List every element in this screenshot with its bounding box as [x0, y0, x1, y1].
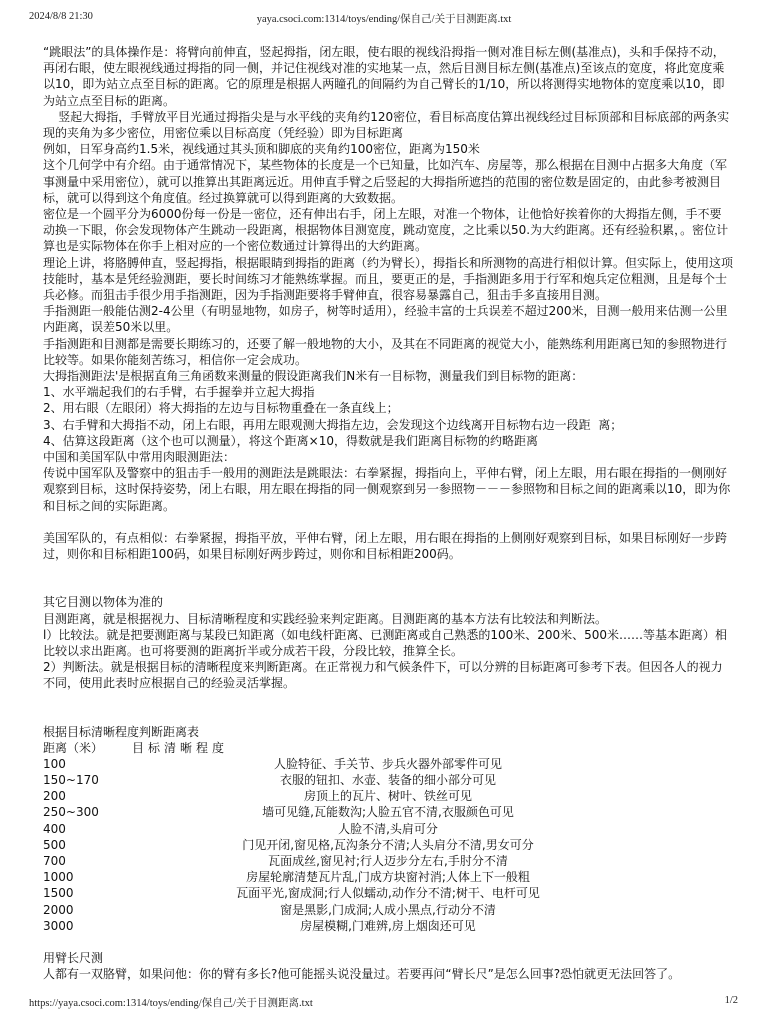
table-cell-description: 门见开闭,窗见格,瓦沟条分不清;人头肩分不清,男女可分: [242, 837, 534, 852]
paragraph: 目测距离，就是根据视力、目标清晰程度和实践经验来判定距离。目测距离的基本方法有比较法和判断法。: [43, 611, 608, 626]
table-cell-description: 衣服的钮扣、水壶、装备的细小部分可见: [279, 773, 496, 788]
section-us-army-method: [43, 530, 733, 562]
header-url: yaya.csoci.com:1314/toys/ending/保自己/关于目测距离.txt: [256, 14, 512, 25]
distance-clarity-table: [43, 724, 733, 934]
paragraph: 2）判断法。就是根据目标的清晰程度来判断距离。在正常视力和气候条件下，可以分辨的目标距离可参考下表。但因各人的视力不同，使用此表时应根据自己的经验灵活掌握。: [43, 660, 723, 691]
table-row: [43, 885, 733, 901]
table-cell-description: 房顶上的瓦片、树叶、铁丝可见: [303, 789, 472, 804]
table-row: [43, 853, 733, 869]
table-header-distance: 距离（米）: [43, 740, 104, 755]
paragraph: 竖起大拇指，手臂放平目光通过拇指尖是与水平线的夹角约120密位，看目标高度估算出视线经过目标顶部和目标底部的两条实现的夹角为多少密位，用密位乘以目标高度（凭经验）即为目标距离: [43, 109, 730, 141]
table-cell-description: 窗是黑影,门成洞;人成小黑点,行动分不清: [280, 902, 496, 917]
paragraph: 传说中国军队及警察中的狙击手一般用的测距法是跳眼法：右拳紧握，拇指向上，平伸右臂，闭上左眼，用右眼在拇指的一侧刚好观察到目标，这时保持姿势，闭上右眼，用左眼在拇指的同一侧观察到另一参照物－－－参照物和目标之间的距离乘以10，即为你和目标之间的实际距离。: [43, 466, 731, 513]
table-cell-distance: 100: [43, 756, 66, 771]
table-cell-description: 人脸特征、手关节、步兵火器外部零件可见: [273, 756, 502, 771]
table-cell-distance: 1500: [43, 886, 74, 901]
table-cell-description: 房屋轮廓清楚瓦片乱,门成方块窗衬消;人体上下一般粗: [246, 870, 530, 885]
section-arm-length-ruler: [43, 950, 733, 982]
footer-url: https://yaya.csoci.com:1314/toys/ending/保自己/关于目测距离.txt: [29, 998, 313, 1009]
paragraph: 1、水平端起我们的右手臂，右手握拳并立起大拇指: [43, 385, 315, 400]
table-cell-distance: 700: [43, 854, 66, 869]
paragraph: 理论上讲，将胳膊伸直，竖起拇指，根据眼睛到拇指的距离（约为臂长），拇指长和所测物的高进行相似计算。但实际上，使用这项技能时，基本是凭经验测距，要长时间练习才能熟练掌握。而且，要更正的是，手指测距多用于行军和炮兵定位粗测，且是每个士兵必修。而狙击手很少用手指测距，因为手指测距要将手臂伸直，很容易暴露自己，狙击手多直接用目测。: [43, 255, 734, 303]
spacer: [43, 514, 733, 530]
table-row: [43, 804, 733, 820]
table-cell-distance: 500: [43, 837, 66, 852]
spacer: [43, 934, 733, 950]
paragraph: 人都有一双胳臂，如果问他：你的臂有多长?他可能摇头说没量过。若要再问“臂长尺”是怎么回事?恐怕就更无法回答了。: [43, 967, 681, 982]
table-cell-description: 瓦面成丝,窗见衬;行人迈步分左右,手肘分不清: [268, 854, 508, 869]
table-cell-description: 瓦面平光,窗成洞;行人似蠕动,动作分不清;树干、电杆可见: [236, 886, 540, 901]
paragraph: 其它目测以物体为准的: [43, 595, 164, 610]
paragraph: 密位是一个圆平分为6000份每一份是一密位，还有伸出右手，闭上左眼，对准一个物体，让他恰好挨着你的大拇指左侧，手不要动换一下眼，你会发现物体产生跳动一段距离，根据物体目测宽度，跳动宽度，之比乘以50.为大约距离。还有经验积累，。密位计算也是实际物体在你手上相对应的一个密位数通过计算得出的大约距离。: [43, 207, 729, 254]
section-jump-eye-method: [43, 44, 733, 514]
paragraph: 2、用右眼（左眼闭）将大拇指的左边与目标物重叠在一条直线上；: [43, 401, 399, 416]
table-cell-distance: 150~170: [43, 773, 99, 788]
header-datetime: 2024/8/8 21:30: [29, 11, 93, 22]
table-row: [43, 902, 733, 918]
paragraph: 大拇指测距法'是根据直角三角函数来测量的假设距离我们N米有一目标物，测量我们到目标物的距离：: [43, 369, 584, 384]
table-cell-description: 墙可见缝,瓦能数沟;人脸五官不清,衣服颜色可见: [262, 805, 514, 820]
table-cell-description: 人脸不清,头肩可分: [338, 821, 438, 836]
table-row: [43, 772, 733, 788]
spacer: [43, 692, 733, 724]
table-header: [43, 740, 733, 756]
table-row: [43, 756, 733, 772]
table-rows: [43, 756, 733, 934]
table-row: [43, 837, 733, 853]
document-body: [43, 44, 733, 982]
spacer: [43, 562, 733, 594]
paragraph: “跳眼法”的具体操作是：将臂向前伸直，竖起拇指，闭左眼，使右眼的视线沿拇指一侧对准目标左侧(基准点)，头和手保持不动，再闭右眼，使左眼视线通过拇指的同一侧，并记住视线对准的实地某一点，然后目测目标左侧(基准点)至该点的宽度，将此宽度乘以10，即为站立点至目标的距离。它的原理是根据人两瞳孔的间隔约为自己臂长的1/10，所以将测得实地物体的宽度乘以10，即为站立点至目标的距离。: [43, 45, 725, 108]
table-row: [43, 869, 733, 885]
table-header-clarity: 目标清晰程度: [132, 740, 229, 755]
paragraph: 美国军队的，有点相似：右拳紧握，拇指平放，平伸右臂，闭上左眼，用右眼在拇指的上侧刚好观察到目标，如果目标刚好一步跨过，则你和目标相距100码，如果目标刚好两步跨过，则你和目标相距200码。: [43, 530, 728, 562]
paragraph: 用臂长尺测: [43, 950, 104, 965]
print-header: [0, 11, 768, 25]
table-cell-distance: 250~300: [43, 805, 99, 820]
paragraph: l）比较法。就是把要测距离与某段已知距离（如电线杆距离、已测距离或自己熟悉的100米、200米、500米……等基本距离）相比较以求出距离。也可将要测的距离折半或分成若干段，分段比较，推算全长。: [43, 627, 728, 658]
paragraph: 例如，日军身高约1.5米，视线通过其头顶和脚底的夹角约100密位，距离为150米: [43, 142, 480, 157]
table-cell-description: 房屋模糊,门难辨,房上烟囱还可见: [300, 918, 476, 933]
table-row: [43, 918, 733, 934]
table-row: [43, 788, 733, 804]
paragraph: 中国和美国军队中常用肉眼测距法：: [43, 450, 236, 465]
table-cell-distance: 200: [43, 789, 66, 804]
paragraph: 手指测距一般能估测2-4公里（有明显地物，如房子，树等时适用），经验丰富的士兵误差不超过200米，目测一般用来估测一公里内距离，误差50米以里。: [43, 304, 728, 335]
table-cell-distance: 2000: [43, 902, 74, 917]
paragraph: 4、估算这段距离（这个也可以测量），将这个距离×10，得数就是我们距离目标物的约略距离: [43, 433, 538, 448]
section-other-visual-methods: [43, 594, 733, 691]
table-cell-distance: 3000: [43, 918, 74, 933]
table-row: [43, 821, 733, 837]
table-cell-distance: 1000: [43, 870, 74, 885]
table-cell-distance: 400: [43, 821, 66, 836]
paragraph: 这个几何学中有介绍。由于通常情况下，某些物体的长度是一个已知量，比如汽车、房屋等，那么根据在目测中占据多大角度（军事测量中采用密位），就可以推算出其距离远近。用伸直手臂之后竖起的大拇指所遮挡的范围的密位数是固定的，由此参考被测目标，就可以得到这个角度值。经过换算就可以得到距离的大致数据。: [43, 158, 728, 205]
paragraph: 3、右手臂和大拇指不动，闭上右眼，再用左眼观测大拇指左边，会发现这个边线离开目标物右边一段距 离；: [43, 417, 623, 432]
paragraph: 手指测距和目测都是需要长期练习的，还要了解一般地物的大小，及其在不同距离的视觉大小，能熟练利用距离已知的参照物进行比较等。如果你能刻苦练习，相信你一定会成功。: [43, 336, 728, 367]
print-footer: [0, 995, 768, 1009]
table-title: 根据目标清晰程度判断距离表: [43, 724, 200, 739]
footer-page-number: 1/2: [724, 995, 738, 1006]
